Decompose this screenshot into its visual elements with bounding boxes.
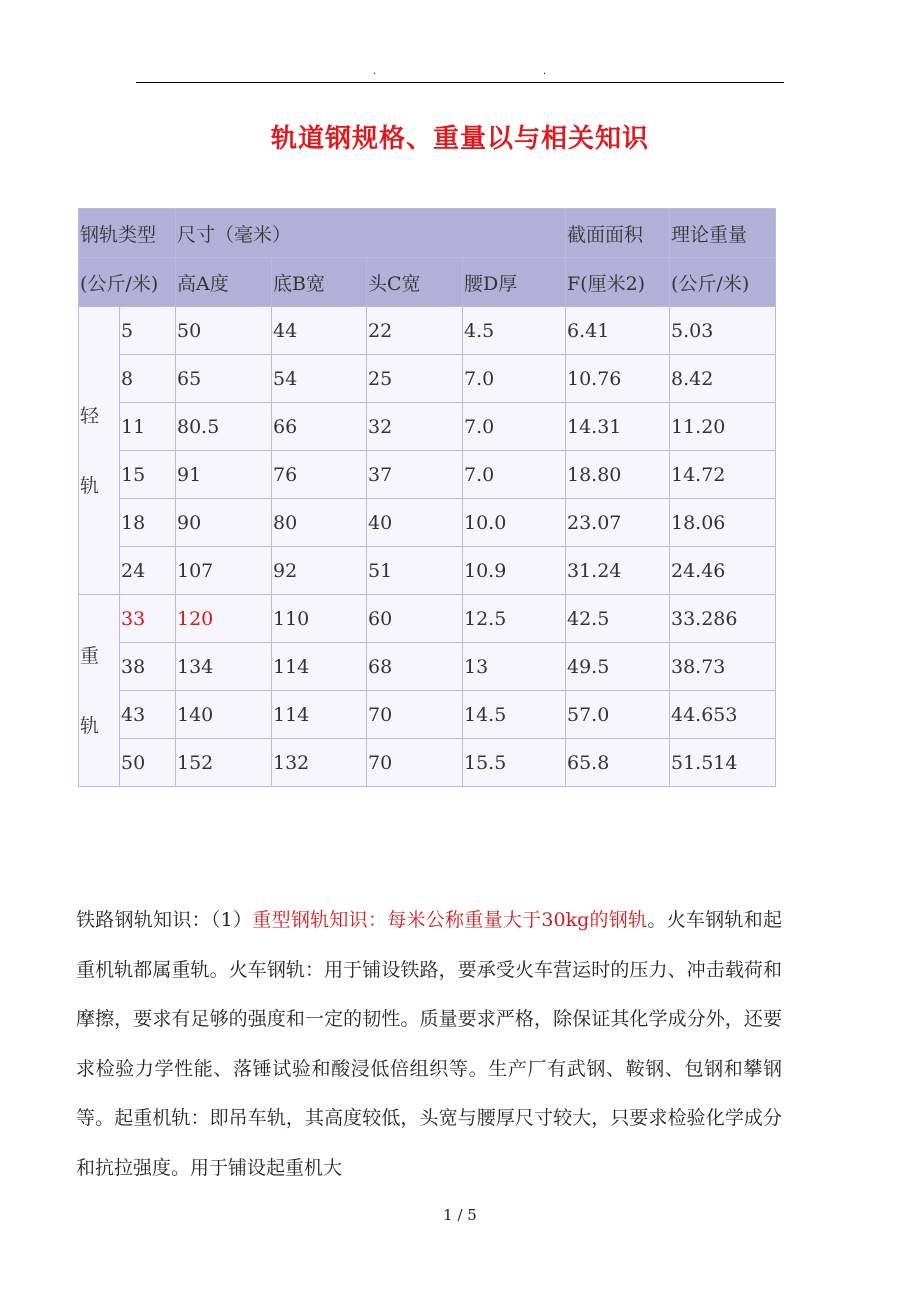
cell-head: 22 xyxy=(367,307,463,355)
cell-type: 15 xyxy=(120,451,176,499)
cell-base: 114 xyxy=(272,643,367,691)
cell-weight: 44.653 xyxy=(670,691,776,739)
header-area: 截面面积 xyxy=(566,209,670,258)
header-weight-unit: (公斤/米) xyxy=(670,258,776,307)
cell-head: 32 xyxy=(367,403,463,451)
cell-weight: 11.20 xyxy=(670,403,776,451)
header-rule xyxy=(136,82,784,83)
rail-knowledge-paragraph xyxy=(76,896,782,1193)
cell-weight: 14.72 xyxy=(670,451,776,499)
rail-spec-table xyxy=(78,208,776,787)
cell-base: 66 xyxy=(272,403,367,451)
cell-area: 18.80 xyxy=(566,451,670,499)
group-label-top: 轻 xyxy=(80,404,100,427)
cell-height: 107 xyxy=(176,547,272,595)
cell-head: 40 xyxy=(367,499,463,547)
table-row xyxy=(79,739,776,787)
header-weight: 理论重量 xyxy=(670,209,776,258)
paragraph-rest: 。火车钢轨和起重机轨都属重轨。火车钢轨：用于铺设铁路，要承受火车营运时的压力、冲击载荷和摩擦，要求有足够的强度和一定的韧性。质量要求严格，除保证其化学成分外，还要求检验力学性能、落锤试验和酸浸低倍组织等。生产厂有武钢、鞍钢、包钢和攀钢等。起重机轨：即吊车轨，其高度较低，头宽与腰厚尺寸较大，只要求检验化学成分和抗拉强度。用于铺设起重机大 xyxy=(76,909,782,1179)
table-row xyxy=(79,595,776,643)
cell-height: 65 xyxy=(176,355,272,403)
cell-base: 132 xyxy=(272,739,367,787)
cell-weight: 18.06 xyxy=(670,499,776,547)
cell-base: 44 xyxy=(272,307,367,355)
table-row xyxy=(79,307,776,355)
group-label xyxy=(79,595,120,787)
page-title: 轨道钢规格、重量以与相关知识 xyxy=(270,124,649,154)
table-row xyxy=(79,547,776,595)
cell-height: 134 xyxy=(176,643,272,691)
cell-base: 92 xyxy=(272,547,367,595)
cell-area: 6.41 xyxy=(566,307,670,355)
cell-height: 90 xyxy=(176,499,272,547)
cell-type: 24 xyxy=(120,547,176,595)
header-height: 高A度 xyxy=(176,258,272,307)
cell-weight: 38.73 xyxy=(670,643,776,691)
cell-waist: 10.9 xyxy=(463,547,566,595)
cell-head: 60 xyxy=(367,595,463,643)
cell-waist: 12.5 xyxy=(463,595,566,643)
cell-weight: 51.514 xyxy=(670,739,776,787)
cell-base: 114 xyxy=(272,691,367,739)
cell-area: 42.5 xyxy=(566,595,670,643)
cell-head: 51 xyxy=(367,547,463,595)
cell-waist: 13 xyxy=(463,643,566,691)
cell-waist: 15.5 xyxy=(463,739,566,787)
table-row xyxy=(79,691,776,739)
cell-head: 25 xyxy=(367,355,463,403)
cell-waist: 10.0 xyxy=(463,499,566,547)
cell-head: 68 xyxy=(367,643,463,691)
header-waist: 腰D厚 xyxy=(463,258,566,307)
cell-waist: 7.0 xyxy=(463,355,566,403)
group-label-bottom: 轨 xyxy=(80,474,100,497)
cell-height: 140 xyxy=(176,691,272,739)
cell-base: 110 xyxy=(272,595,367,643)
cell-area: 65.8 xyxy=(566,739,670,787)
page-number: 1 / 5 xyxy=(443,1206,477,1224)
header-dot-right: . xyxy=(543,66,547,77)
paragraph-highlight: 重型钢轨知识：每米公称重量大于30kg的钢轨 xyxy=(252,909,648,931)
table-row xyxy=(79,499,776,547)
cell-height: 50 xyxy=(176,307,272,355)
cell-waist: 4.5 xyxy=(463,307,566,355)
cell-base: 76 xyxy=(272,451,367,499)
cell-area: 31.24 xyxy=(566,547,670,595)
header-size: 尺寸（毫米） xyxy=(176,209,566,258)
cell-area: 23.07 xyxy=(566,499,670,547)
cell-area: 49.5 xyxy=(566,643,670,691)
cell-head: 70 xyxy=(367,691,463,739)
table-header-row-2 xyxy=(79,258,776,307)
cell-weight: 5.03 xyxy=(670,307,776,355)
cell-type: 33 xyxy=(120,595,176,643)
group-label-top: 重 xyxy=(80,644,100,667)
cell-weight: 33.286 xyxy=(670,595,776,643)
cell-type: 18 xyxy=(120,499,176,547)
cell-height: 120 xyxy=(176,595,272,643)
cell-head: 70 xyxy=(367,739,463,787)
table-row xyxy=(79,643,776,691)
cell-waist: 7.0 xyxy=(463,451,566,499)
cell-type: 11 xyxy=(120,403,176,451)
cell-area: 57.0 xyxy=(566,691,670,739)
cell-height: 91 xyxy=(176,451,272,499)
paragraph-lead: 铁路钢轨知识：（1） xyxy=(76,909,253,931)
cell-base: 54 xyxy=(272,355,367,403)
cell-weight: 24.46 xyxy=(670,547,776,595)
cell-type: 8 xyxy=(120,355,176,403)
header-rail-type-unit: (公斤/米) xyxy=(79,258,176,307)
header-rail-type: 钢轨类型 xyxy=(79,209,176,258)
cell-height: 80.5 xyxy=(176,403,272,451)
group-label-bottom: 轨 xyxy=(80,714,100,737)
cell-area: 14.31 xyxy=(566,403,670,451)
header-base: 底B宽 xyxy=(272,258,367,307)
cell-type: 43 xyxy=(120,691,176,739)
table-header-row-1 xyxy=(79,209,776,258)
table-row xyxy=(79,403,776,451)
header-dot-left: . xyxy=(373,66,377,77)
header-area-unit: F(厘米2) xyxy=(566,258,670,307)
cell-area: 10.76 xyxy=(566,355,670,403)
cell-type: 50 xyxy=(120,739,176,787)
cell-type: 5 xyxy=(120,307,176,355)
group-label xyxy=(79,307,120,595)
table-row xyxy=(79,451,776,499)
header-head: 头C宽 xyxy=(367,258,463,307)
cell-base: 80 xyxy=(272,499,367,547)
cell-waist: 7.0 xyxy=(463,403,566,451)
cell-head: 37 xyxy=(367,451,463,499)
cell-type: 38 xyxy=(120,643,176,691)
table-row xyxy=(79,355,776,403)
cell-height: 152 xyxy=(176,739,272,787)
cell-weight: 8.42 xyxy=(670,355,776,403)
cell-waist: 14.5 xyxy=(463,691,566,739)
